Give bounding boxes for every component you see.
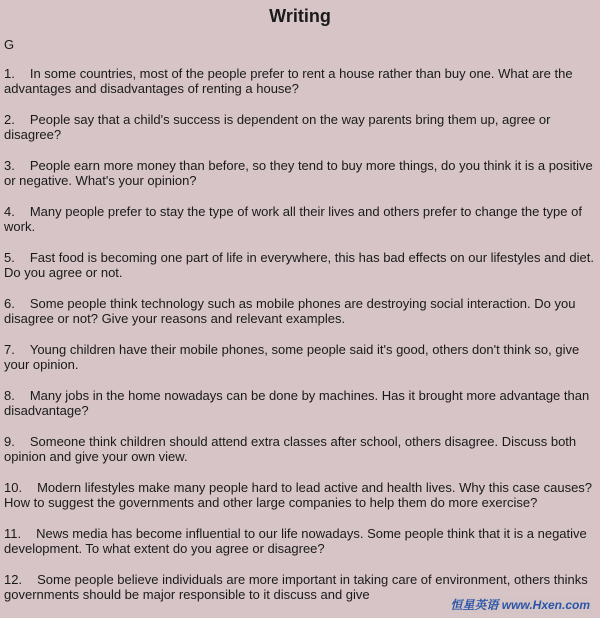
question-text: Many jobs in the home nowadays can be done by machines. Has it brought more advantage than disadvantage? <box>4 388 590 418</box>
question-text: Some people think technology such as mobile phones are destroying social interaction. Do you disagree or not? Give your reasons and relevant examples. <box>4 296 576 326</box>
question-text: People say that a child's success is dependent on the way parents bring them up, agree or disagree? <box>4 112 551 142</box>
question-text: People earn more money than before, so they tend to buy more things, do you think it is a positive or negative. What's your opinion? <box>4 158 593 188</box>
question-item <box>4 204 600 234</box>
question-number: 5. <box>4 250 15 265</box>
question-item <box>4 66 600 96</box>
question-text: Many people prefer to stay the type of work all their lives and others prefer to change the type of work. <box>4 204 582 234</box>
question-number: 11. <box>4 526 22 541</box>
question-number: 10. <box>4 480 23 495</box>
question-item <box>4 434 600 464</box>
question-number: 7. <box>4 342 15 357</box>
page-title: Writing <box>269 6 331 26</box>
question-text: Some people believe individuals are more important in taking care of environment, others thinks governments should be major responsible to it discuss and give <box>4 572 588 602</box>
question-item <box>4 250 600 280</box>
question-item <box>4 480 600 510</box>
question-item <box>4 112 600 142</box>
question-number: 6. <box>4 296 15 311</box>
question-item <box>4 526 600 556</box>
question-text: Young children have their mobile phones, some people said it's good, others don't think so, give your opinion. <box>4 342 580 372</box>
site-watermark: 恒星英语 www.Hxen.com <box>450 598 590 612</box>
question-number: 1. <box>4 66 15 81</box>
question-list <box>4 66 600 618</box>
question-number: 3. <box>4 158 15 173</box>
question-text: In some countries, most of the people prefer to rent a house rather than buy one. What are the advantages and disadvantages of renting a house? <box>4 66 573 96</box>
question-number: 4. <box>4 204 15 219</box>
question-number: 2. <box>4 112 15 127</box>
question-item <box>4 158 600 188</box>
question-number: 12. <box>4 572 23 587</box>
question-text: Someone think children should attend extra classes after school, others disagree. Discuss both opinion and give your own view. <box>4 434 577 464</box>
question-number: 9. <box>4 434 15 449</box>
question-text: News media has become influential to our life nowadays. Some people think that it is a negative development. To what extent do you agree or disagree? <box>4 526 587 556</box>
question-number: 8. <box>4 388 15 403</box>
question-item <box>4 296 600 326</box>
question-text: Modern lifestyles make many people hard to lead active and health lives. Why this case causes? How to suggest the governments and other large companies to help them do more exercise? <box>4 480 593 510</box>
section-letter: G <box>4 37 15 52</box>
question-item <box>4 388 600 418</box>
question-text: Fast food is becoming one part of life in everywhere, this has bad effects on our lifestyles and diet. Do you agree or not. <box>4 250 594 280</box>
question-item <box>4 342 600 372</box>
